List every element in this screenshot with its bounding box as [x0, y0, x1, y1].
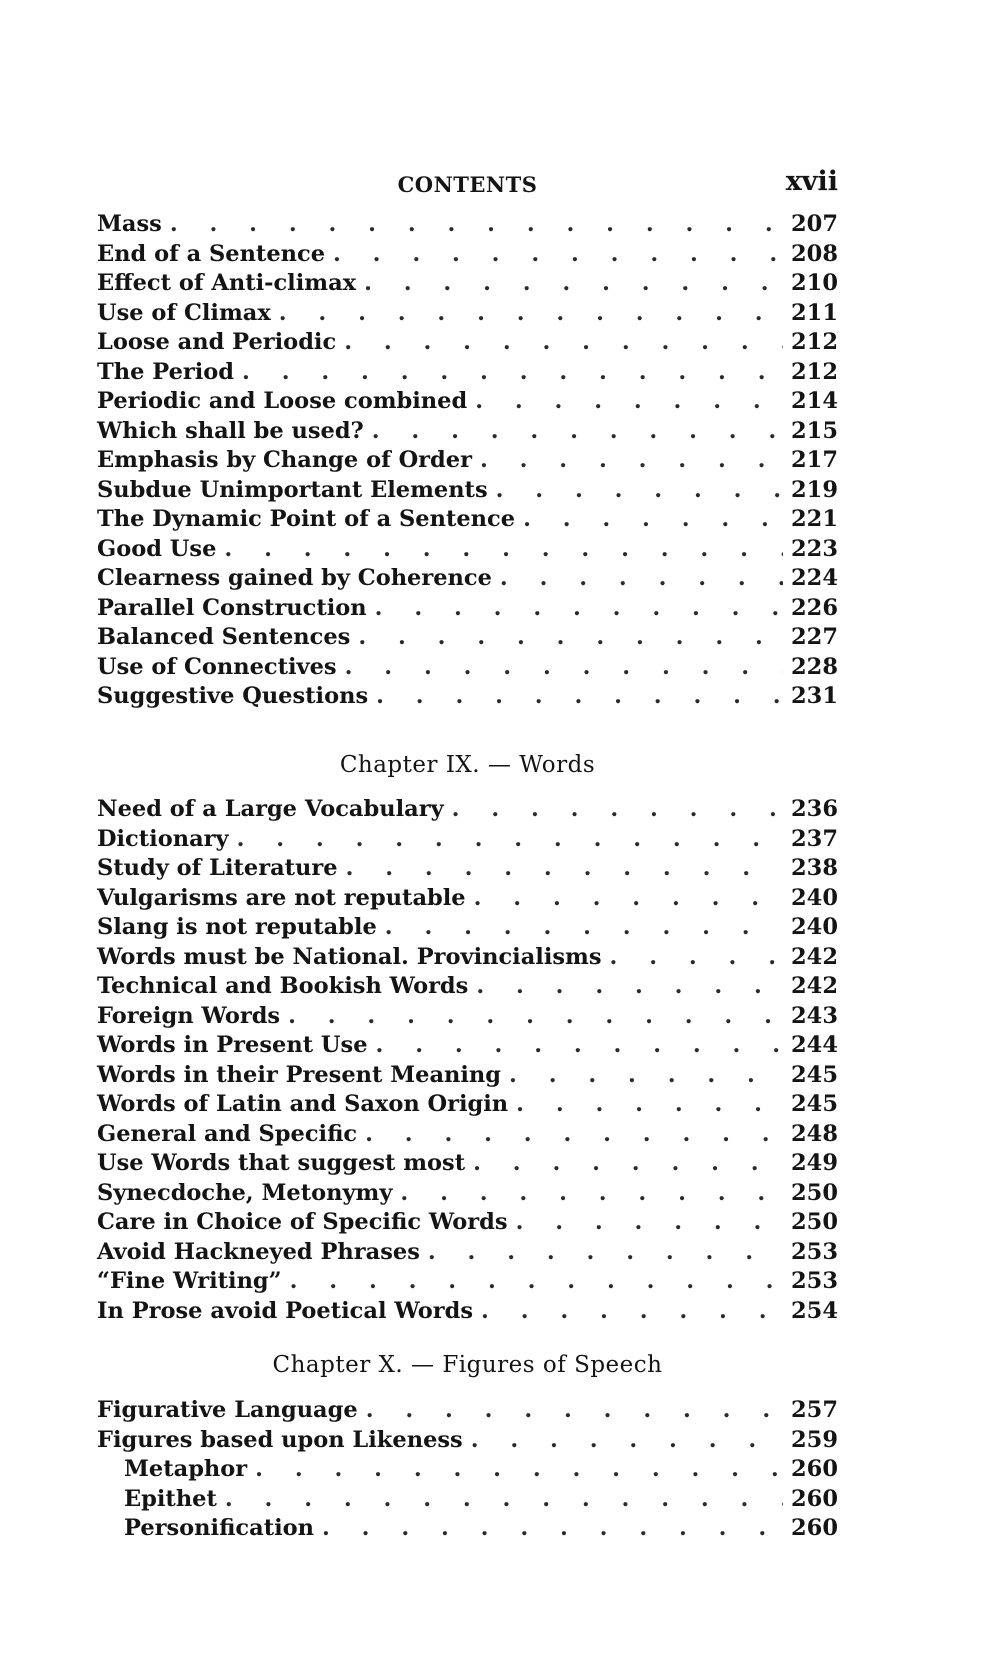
toc-entry-page: 207 — [791, 211, 838, 237]
toc-entry-label: Clearness gained by Coherence — [97, 565, 492, 591]
toc-entry-label: Technical and Bookish Words — [97, 973, 469, 999]
toc-entry-label: Use of Connectives — [97, 653, 337, 680]
toc-entry-label: Figures based upon Likeness — [97, 1426, 463, 1453]
toc-entry — [97, 269, 838, 299]
toc-entry-label: Good Use — [97, 535, 217, 562]
dot-leader — [474, 884, 783, 914]
dot-leader — [288, 1002, 783, 1032]
toc-entry — [97, 535, 838, 565]
toc-entry-label: Care in Choice of Specific Words — [97, 1209, 508, 1235]
dot-leader — [610, 943, 783, 973]
toc-section-b — [97, 795, 838, 1326]
dot-leader — [346, 854, 783, 884]
dot-leader — [290, 1267, 783, 1297]
toc-entry-label: General and Specific — [97, 1120, 358, 1147]
toc-entry-label: Which shall be used? — [97, 417, 364, 444]
toc-entry — [97, 653, 838, 683]
toc-entry-label: Study of Literature — [97, 855, 338, 881]
toc-entry-label: Use Words that suggest most — [97, 1150, 466, 1176]
toc-entry — [97, 1179, 838, 1209]
toc-entry-page: 215 — [791, 417, 838, 444]
toc-entry — [97, 417, 838, 447]
dot-leader — [242, 358, 783, 388]
toc-entry-page: 231 — [791, 683, 838, 709]
toc-entry-label: Parallel Construction — [97, 594, 367, 621]
toc-entry-label: Metaphor — [124, 1456, 248, 1482]
toc-entry — [97, 1061, 838, 1091]
toc-entry-label: Avoid Hackneyed Phrases — [97, 1238, 420, 1265]
toc-entry-label: Dictionary — [97, 825, 229, 852]
toc-entry-label: Words of Latin and Saxon Origin — [97, 1091, 509, 1117]
toc-entry-page: 240 — [791, 914, 838, 940]
dot-leader — [366, 1396, 783, 1426]
page-header — [97, 166, 838, 206]
toc-entry-label: Synecdoche, Metonymy — [97, 1179, 393, 1206]
toc-entry-page: 253 — [791, 1268, 838, 1294]
dot-leader — [255, 1455, 783, 1485]
toc-entry-page: 212 — [791, 358, 838, 385]
toc-entry — [97, 1208, 838, 1238]
dot-leader — [372, 417, 783, 447]
dot-leader — [224, 535, 783, 565]
toc-entry-page: 248 — [791, 1120, 838, 1147]
toc-entry — [97, 854, 838, 884]
dot-leader — [376, 1031, 784, 1061]
dot-leader — [480, 446, 783, 476]
toc-entry — [97, 387, 838, 417]
toc-entry-page: 254 — [791, 1297, 838, 1324]
dot-leader — [509, 1061, 783, 1091]
dot-leader — [376, 682, 783, 712]
toc-entry-label: Emphasis by Change of Order — [97, 447, 472, 473]
toc-entry-label: Balanced Sentences — [97, 624, 351, 650]
toc-entry-page: 210 — [791, 270, 838, 296]
toc-entry-page: 249 — [791, 1150, 838, 1176]
toc-entry — [97, 505, 838, 535]
toc-entry — [97, 1120, 838, 1150]
toc-entry — [97, 240, 838, 270]
toc-entry-page: 257 — [791, 1397, 838, 1423]
toc-entry-label: Foreign Words — [97, 1002, 281, 1029]
toc-entry-page: 236 — [791, 796, 838, 822]
toc-entry-page: 242 — [791, 973, 838, 999]
dot-leader — [481, 1297, 783, 1327]
toc-entry — [97, 1149, 838, 1179]
toc-entry-label: Periodic and Loose combined — [97, 388, 468, 414]
toc-entry-label: Subdue Unimportant Elements — [97, 476, 488, 503]
toc-entry-label: Figurative Language — [97, 1397, 358, 1423]
toc-entry — [97, 1396, 838, 1426]
toc-entry-label: Words in their Present Meaning — [97, 1061, 502, 1088]
toc-entry-page: 212 — [791, 329, 838, 355]
toc-entry-label: Effect of Anti-climax — [97, 270, 357, 296]
toc-entry-page: 226 — [791, 594, 838, 621]
dot-leader — [279, 299, 783, 329]
dot-leader — [322, 1514, 783, 1544]
toc-entry — [97, 476, 838, 506]
chapter-heading-x: Chapter X. — Figures of Speech — [272, 1352, 663, 1378]
toc-entry — [97, 972, 838, 1002]
toc-entry — [97, 913, 838, 943]
toc-entry-page: 219 — [791, 476, 838, 503]
toc-entry-page: 250 — [791, 1179, 838, 1206]
dot-leader — [475, 387, 783, 417]
dot-leader — [237, 825, 783, 855]
dot-leader — [428, 1238, 783, 1268]
dot-leader — [523, 505, 783, 535]
toc-entry-label: Words in Present Use — [97, 1032, 368, 1058]
toc-entry — [97, 299, 838, 329]
dot-leader — [516, 1208, 783, 1238]
dot-leader — [345, 653, 783, 683]
toc-entry — [97, 210, 838, 240]
toc-subentry — [97, 1485, 838, 1515]
page-number: xvii — [785, 166, 838, 197]
toc-entry — [97, 682, 838, 712]
dot-leader — [385, 913, 783, 943]
toc-entry-page: 211 — [791, 299, 838, 326]
toc-entry-label: Suggestive Questions — [97, 683, 369, 709]
toc-subentry — [97, 1455, 838, 1485]
toc-entry-label: “Fine Writing” — [97, 1268, 282, 1294]
dot-leader — [500, 564, 783, 594]
toc-entry — [97, 1002, 838, 1032]
toc-entry-page: 244 — [791, 1032, 838, 1058]
toc-entry-page: 224 — [791, 565, 838, 591]
toc-entry-page: 260 — [791, 1456, 838, 1482]
toc-entry-label: Need of a Large Vocabulary — [97, 796, 444, 822]
toc-entry — [97, 884, 838, 914]
toc-entry-label: Slang is not reputable — [97, 914, 377, 940]
toc-entry-label: The Period — [97, 358, 235, 385]
toc-entry-label: Use of Climax — [97, 299, 271, 326]
toc-entry — [97, 1031, 838, 1061]
toc-entry-label: Mass — [97, 211, 162, 237]
dot-leader — [365, 1120, 783, 1150]
toc-entry-page: 250 — [791, 1209, 838, 1235]
toc-entry-label: Personification — [124, 1515, 315, 1541]
toc-entry — [97, 358, 838, 388]
toc-entry — [97, 328, 838, 358]
toc-entry-label: Epithet — [124, 1485, 217, 1512]
dot-leader — [333, 240, 783, 270]
toc-entry-page: 223 — [791, 535, 838, 562]
toc-entry — [97, 943, 838, 973]
toc-entry-page: 208 — [791, 240, 838, 267]
toc-entry — [97, 1297, 838, 1327]
dot-leader — [400, 1179, 783, 1209]
toc-entry-label: End of a Sentence — [97, 240, 326, 267]
toc-entry — [97, 825, 838, 855]
toc-entry — [97, 1426, 838, 1456]
toc-entry-page: 245 — [791, 1091, 838, 1117]
toc-entry-page: 260 — [791, 1485, 838, 1512]
toc-entry — [97, 564, 838, 594]
toc-entry — [97, 1090, 838, 1120]
dot-leader — [364, 269, 783, 299]
toc-entry-page: 237 — [791, 825, 838, 852]
dot-leader — [170, 210, 783, 240]
toc-entry-page: 221 — [791, 506, 838, 532]
toc-entry-label: The Dynamic Point of a Sentence — [97, 506, 516, 532]
toc-entry-page: 227 — [791, 624, 838, 650]
dot-leader — [225, 1485, 783, 1515]
toc-entry-page: 214 — [791, 388, 838, 414]
toc-entry-page: 243 — [791, 1002, 838, 1029]
toc-entry — [97, 1267, 838, 1297]
dot-leader — [516, 1090, 783, 1120]
toc-entry-page: 259 — [791, 1426, 838, 1453]
dot-leader — [471, 1426, 783, 1456]
toc-entry-page: 238 — [791, 855, 838, 881]
toc-entry-label: In Prose avoid Poetical Words — [97, 1297, 474, 1324]
running-title: CONTENTS — [397, 172, 538, 197]
toc-section-c — [97, 1396, 838, 1544]
dot-leader — [452, 795, 783, 825]
dot-leader — [496, 476, 783, 506]
toc-entry — [97, 623, 838, 653]
toc-subentry — [97, 1514, 838, 1544]
toc-entry-page: 253 — [791, 1238, 838, 1265]
toc-entry-page: 242 — [791, 943, 838, 970]
toc-entry-page: 217 — [791, 447, 838, 473]
toc-entry — [97, 594, 838, 624]
toc-entry-page: 260 — [791, 1515, 838, 1541]
toc-entry-page: 240 — [791, 884, 838, 911]
toc-entry — [97, 795, 838, 825]
toc-entry-page: 228 — [791, 653, 838, 680]
toc-section-a — [97, 210, 838, 712]
dot-leader — [473, 1149, 783, 1179]
toc-entry-label: Vulgarisms are not reputable — [97, 884, 466, 911]
dot-leader — [358, 623, 783, 653]
toc-entry-label: Words must be National. Provincialisms — [97, 943, 602, 970]
chapter-heading-ix: Chapter IX. — Words — [339, 752, 596, 778]
toc-entry — [97, 446, 838, 476]
dot-leader — [476, 972, 783, 1002]
toc-entry-label: Loose and Periodic — [97, 329, 337, 355]
toc-entry — [97, 1238, 838, 1268]
dot-leader — [375, 594, 783, 624]
dot-leader — [344, 328, 783, 358]
toc-entry-page: 245 — [791, 1061, 838, 1088]
